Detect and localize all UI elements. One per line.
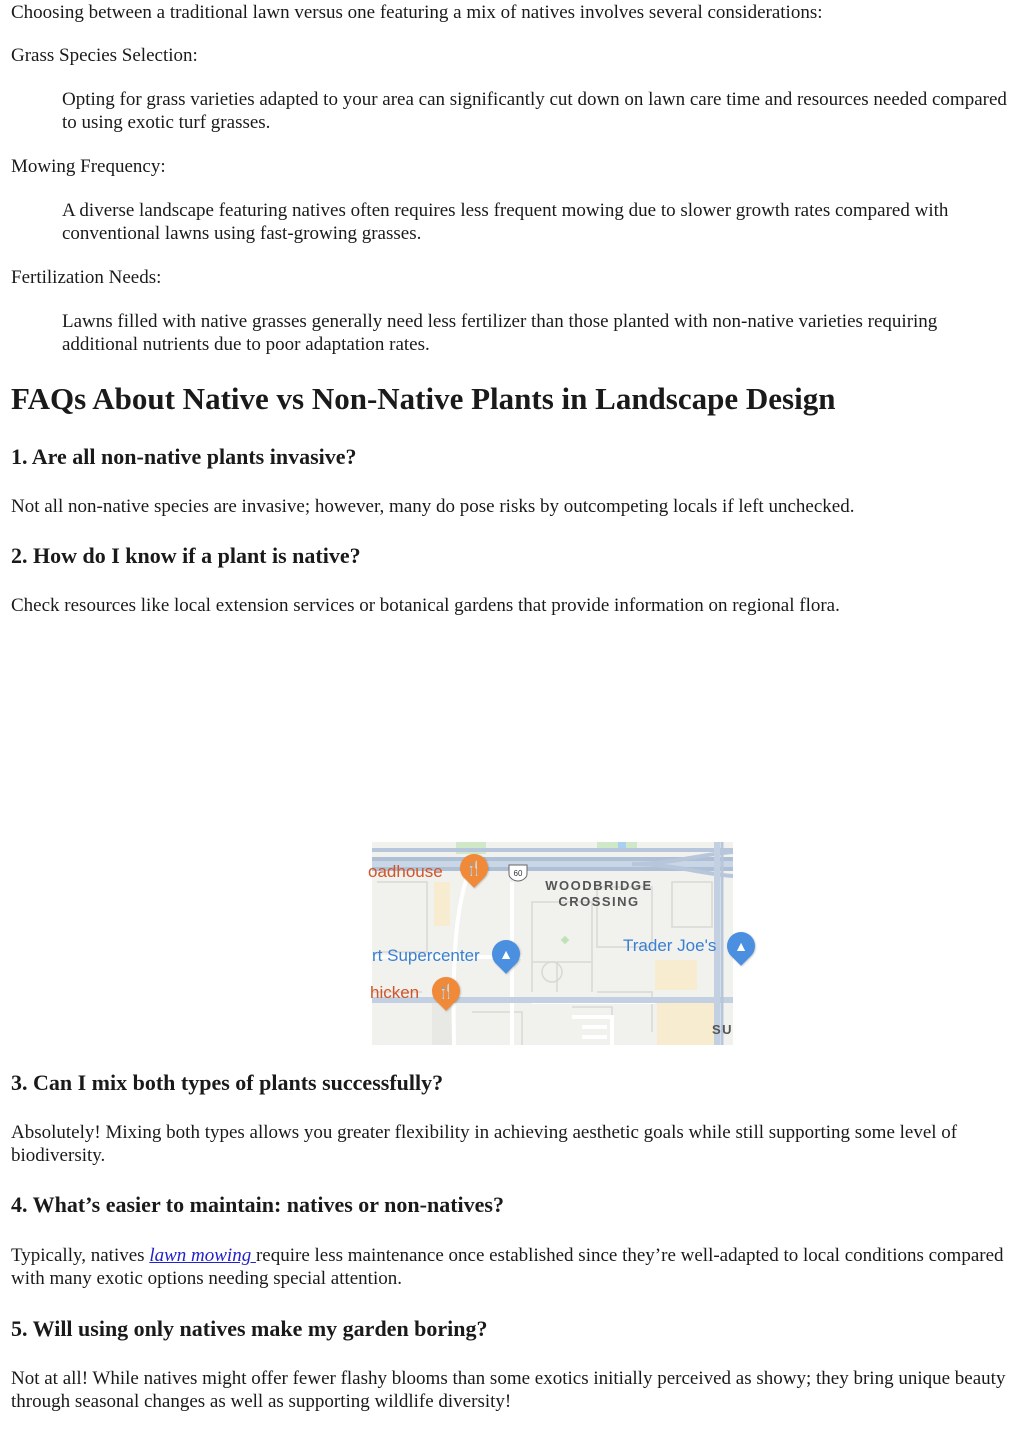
shop-pin-icon[interactable] bbox=[721, 926, 761, 966]
term-fertilization-needs: Fertilization Needs: bbox=[11, 267, 162, 288]
shopping-bag-icon: ▲ bbox=[499, 946, 513, 962]
fork-knife-icon: 🍴 bbox=[465, 860, 483, 876]
faq-answer-3: Absolutely! Mixing both types allows you greater flexibility in achieving aesthetic goals while still supporting some level of biodiversity. bbox=[11, 1122, 958, 1166]
faq-question-5: 5. Will using only natives make my garden boring? bbox=[11, 1316, 488, 1341]
highway-number: 60 bbox=[513, 869, 523, 878]
faq-question-4: 4. What’s easier to maintain: natives or non-natives? bbox=[11, 1192, 504, 1217]
faq-heading: FAQs About Native vs Non-Native Plants in Landscape Design bbox=[11, 381, 836, 416]
term-mowing-frequency: Mowing Frequency: bbox=[11, 156, 166, 177]
faq-answer-5: Not at all! While natives might offer fewer flashy blooms than some exotics initially perceived as showy; they bring unique beauty through seasonal changes as well as supporting wildlife diversity! bbox=[11, 1368, 1006, 1412]
map-label-roadhouse[interactable]: oadhouse bbox=[368, 862, 443, 881]
faq-answer-2: Check resources like local extension services or botanical gardens that provide information on regional flora. bbox=[11, 595, 840, 616]
restaurant-pin-icon[interactable] bbox=[454, 848, 494, 888]
lawn-mowing-link[interactable]: lawn mowing bbox=[149, 1245, 256, 1266]
highway-shield-icon bbox=[507, 864, 529, 882]
faq-answer-4-end: require less maintenance once established since they’re well-adapted to local conditions compared with many exotic options needing special attention. bbox=[11, 1245, 1004, 1289]
intro-paragraph: Choosing between a traditional lawn versus one featuring a mix of natives involves several considerations: bbox=[11, 2, 823, 23]
fork-knife-icon: 🍴 bbox=[437, 983, 455, 999]
shopping-bag-icon: ▲ bbox=[734, 938, 748, 954]
map-label-supercenter[interactable]: rt Supercenter bbox=[372, 946, 480, 965]
definition-fertilization-needs: Lawns filled with native grasses generally need less fertilizer than those planted with non-native varieties requiring additional nutrients due to poor adaptation rates. bbox=[62, 311, 938, 355]
supercenter-pin-icon[interactable] bbox=[486, 934, 526, 974]
faq-question-3: 3. Can I mix both types of plants successfully? bbox=[11, 1070, 444, 1095]
map-embed[interactable] bbox=[368, 842, 748, 1045]
faq-question-1: 1. Are all non-native plants invasive? bbox=[11, 444, 357, 469]
chicken-pin-icon[interactable] bbox=[426, 971, 466, 1011]
term-grass-species: Grass Species Selection: bbox=[11, 45, 198, 66]
map-label-trader-joes[interactable]: Trader Joe's bbox=[623, 936, 717, 955]
map-label-woodbridge-crossing: WOODBRIDGE CROSSING bbox=[545, 878, 653, 909]
definition-mowing-frequency: A diverse landscape featuring natives often requires less frequent mowing due to slower growth rates compared with conventional lawns using fast-growing grasses. bbox=[62, 200, 949, 244]
definition-grass-species: Opting for grass varieties adapted to your area can significantly cut down on lawn care time and resources needed compared to using exotic turf grasses. bbox=[62, 89, 1007, 133]
faq-answer-4 bbox=[11, 1244, 1011, 1290]
faq-question-2: 2. How do I know if a plant is native? bbox=[11, 543, 361, 568]
faq-answer-4-start: Typically, natives bbox=[11, 1245, 150, 1266]
map-label-corner: SU bbox=[712, 1022, 734, 1037]
faq-answer-1: Not all non-native species are invasive; however, many do pose risks by outcompeting locals if left unchecked. bbox=[11, 496, 855, 517]
map-label-chicken[interactable]: hicken bbox=[370, 983, 420, 1002]
